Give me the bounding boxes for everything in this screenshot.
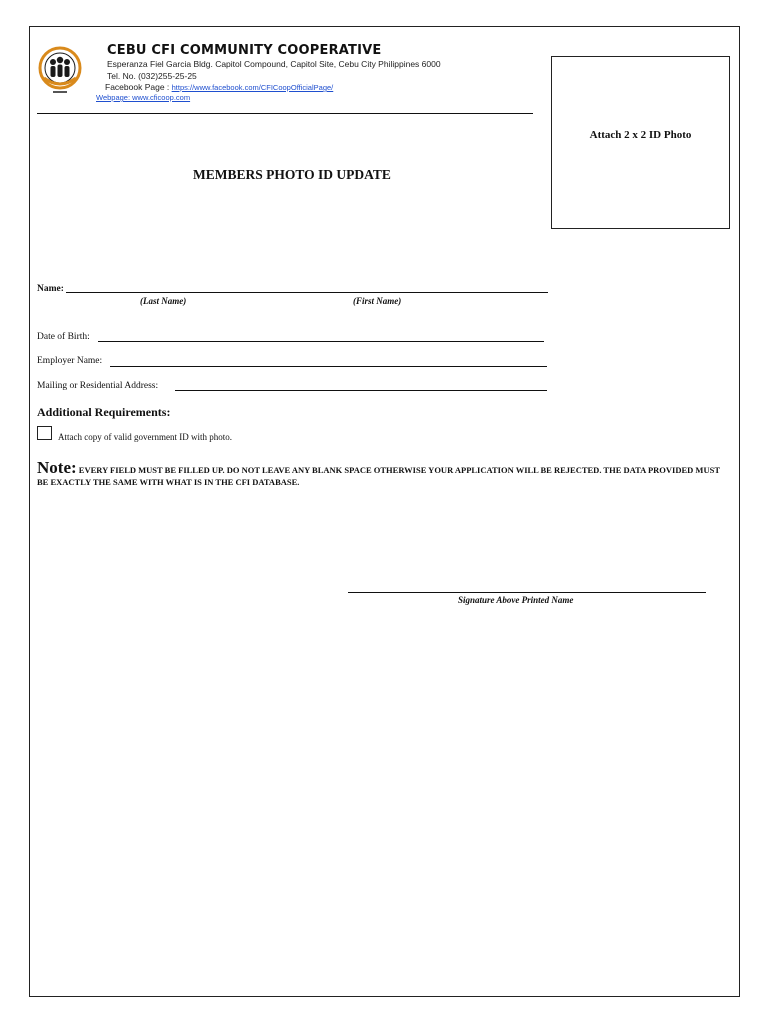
note-text: EVERY FIELD MUST BE FILLED UP. DO NOT LEAVE ANY BLANK SPACE OTHERWISE YOUR APPLICATION WILL BE REJECTED. THE DATA PROVIDED MUST BE EXACTLY THE SAME WITH WHAT IS IN THE CFI DATABASE. xyxy=(37,465,720,487)
name-label: Name: xyxy=(37,284,64,294)
employer-name-label: Employer Name: xyxy=(37,356,103,366)
organization-address: Esperanza Fiel Garcia Bldg. Capitol Compound, Capitol Site, Cebu City Philippines 6000 xyxy=(107,59,441,69)
organization-name: CEBU CFI COMMUNITY COOPERATIVE xyxy=(107,43,382,58)
name-field-line[interactable] xyxy=(66,292,548,293)
first-name-caption: (First Name) xyxy=(353,296,402,306)
employer-name-field-line[interactable] xyxy=(110,366,547,367)
signature-caption: Signature Above Printed Name xyxy=(458,595,574,605)
additional-requirements-heading: Additional Requirements: xyxy=(37,405,171,419)
cooperative-logo-icon xyxy=(35,44,85,98)
note-paragraph xyxy=(37,458,727,488)
facebook-page xyxy=(105,82,333,92)
form-title: MEMBERS PHOTO ID UPDATE xyxy=(193,167,391,182)
facebook-label: Facebook Page : xyxy=(105,82,172,92)
photo-box-label: Attach 2 x 2 ID Photo xyxy=(589,129,692,141)
signature-line[interactable] xyxy=(348,592,706,593)
mailing-address-label: Mailing or Residential Address: xyxy=(37,381,159,391)
header-divider xyxy=(37,113,533,114)
webpage xyxy=(96,92,190,102)
mailing-address-field-line[interactable] xyxy=(175,390,547,391)
telephone-number: Tel. No. (032)255-25-25 xyxy=(107,71,197,81)
date-of-birth-label: Date of Birth: xyxy=(37,332,90,342)
last-name-caption: (Last Name) xyxy=(140,296,187,306)
facebook-link[interactable]: https://www.facebook.com/CFICoopOfficialPage/ xyxy=(171,83,334,92)
webpage-link[interactable]: Webpage: www.cficoop.com xyxy=(96,93,191,102)
government-id-checkbox[interactable] xyxy=(37,426,52,440)
photo-attachment-box[interactable] xyxy=(551,56,730,229)
government-id-requirement: Attach copy of valid government ID with photo. xyxy=(58,432,232,442)
date-of-birth-field-line[interactable] xyxy=(98,341,544,342)
note-word: Note: xyxy=(37,458,77,477)
